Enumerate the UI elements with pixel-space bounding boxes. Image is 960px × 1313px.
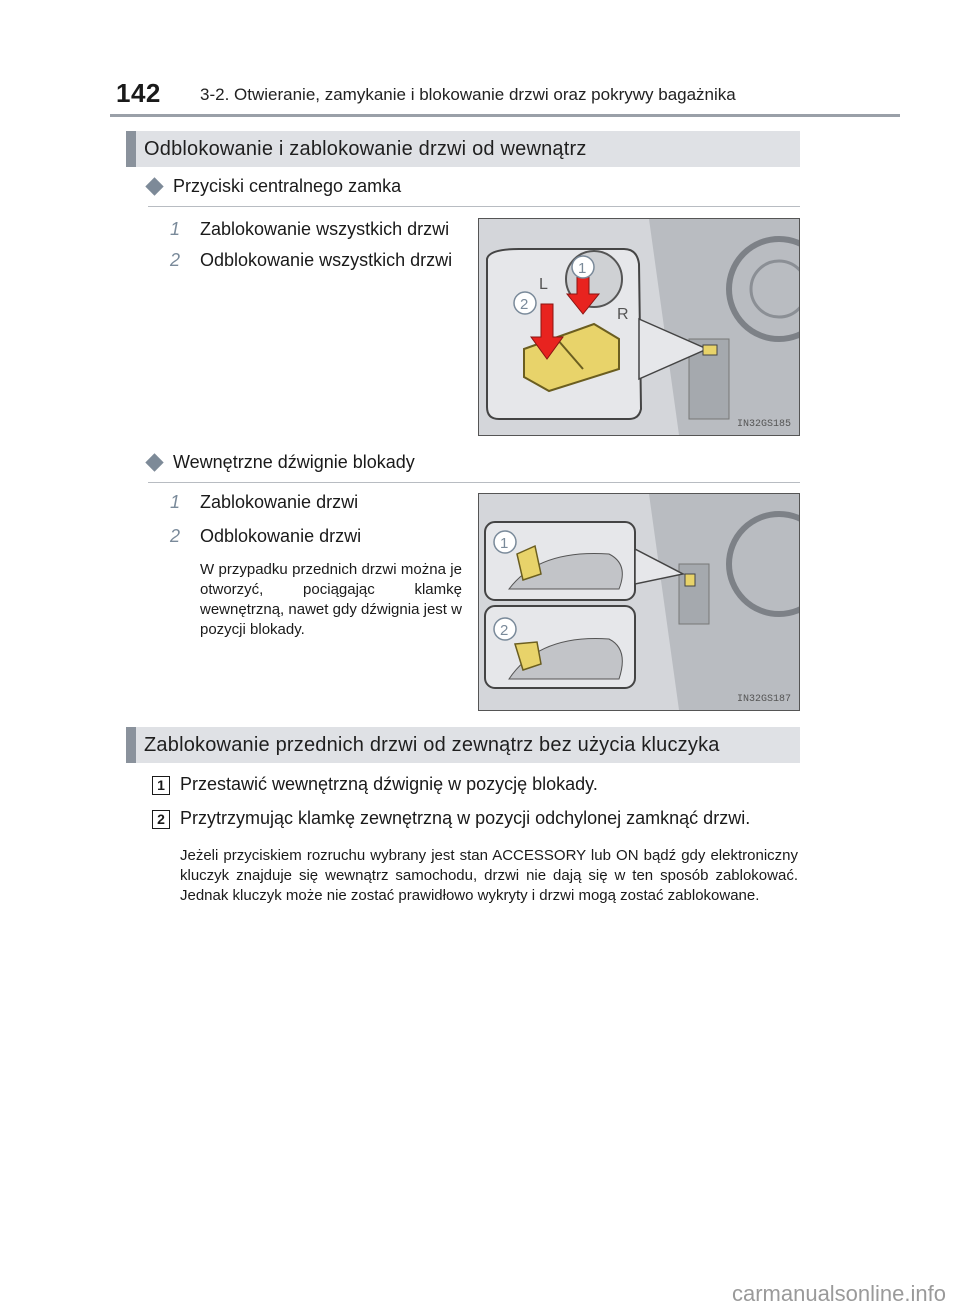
central-lock-illustration xyxy=(479,219,799,435)
diamond-bullet-icon xyxy=(145,177,163,195)
item-number: 1 xyxy=(170,219,181,239)
item-number: 1 xyxy=(170,492,181,512)
item-number: 2 xyxy=(170,250,181,270)
callout-2: 2 xyxy=(500,622,509,639)
svg-text:L: L xyxy=(539,276,548,293)
item-text: Zablokowanie drzwi xyxy=(200,492,359,512)
section-heading-inside-lock xyxy=(126,131,800,167)
svg-text:R: R xyxy=(617,306,629,323)
lock-lever-illustration xyxy=(479,494,799,710)
figure-lock-levers xyxy=(478,493,800,711)
page-header xyxy=(110,78,900,114)
figure-code: IN32GS187 xyxy=(736,694,791,705)
header-divider xyxy=(110,114,900,117)
item-text: Odblokowanie drzwi xyxy=(200,526,362,546)
figure-central-lock-buttons xyxy=(478,218,800,436)
callout-1: 1 xyxy=(578,260,587,277)
page-number: 142 xyxy=(116,78,161,108)
item-text: Zablokowanie wszystkich drzwi xyxy=(200,219,450,239)
section-accent xyxy=(126,727,136,763)
watermark: carmanualsonline.info xyxy=(731,1281,946,1306)
section-accent xyxy=(126,131,136,167)
step-number: 2 xyxy=(152,810,170,829)
section-heading-text: Zablokowanie przednich drzwi od zewnątrz bez użycia kluczyka xyxy=(144,734,720,756)
subsection-lock-levers xyxy=(148,452,800,483)
subsection-central-lock xyxy=(148,176,800,207)
item-number: 2 xyxy=(170,526,181,546)
step-number: 1 xyxy=(152,776,170,795)
figure-code: IN32GS185 xyxy=(736,419,791,430)
diamond-bullet-icon xyxy=(145,453,163,471)
subsection-title: Przyciski centralnego zamka xyxy=(173,176,402,196)
outside-lock-note: Jeżeli przyciskiem rozruchu wybrany jest stan ACCESSORY lub ON bądź gdy elektroniczny kluczyk znajduje się wewnątrz samochodu, drzwi nie dają się w ten sposób zablokować. Jednak kluczyk może nie zostać prawidłowo wykryty i drzwi mogą zostać zablokowane. xyxy=(180,847,798,904)
section-heading-outside-lock xyxy=(126,727,800,763)
callout-1: 1 xyxy=(500,535,509,552)
chapter-title: 3-2. Otwieranie, zamykanie i blokowanie drzwi oraz pokrywy bagażnika xyxy=(200,85,736,104)
lever-note: W przypadku przednich drzwi można je otworzyć, pociągając klamkę wewnętrzną, nawet gdy dźwignia jest w pozycji blokady. xyxy=(200,561,462,638)
section-heading-text: Odblokowanie i zablokowanie drzwi od wewnątrz xyxy=(144,138,587,160)
callout-2: 2 xyxy=(520,296,529,313)
step-text: Przestawić wewnętrzną dźwignię w pozycję blokady. xyxy=(180,774,598,794)
item-text: Odblokowanie wszystkich drzwi xyxy=(200,250,453,270)
subsection-title: Wewnętrzne dźwignie blokady xyxy=(173,452,415,472)
step-text: Przytrzymując klamkę zewnętrzną w pozycji odchylonej zamknąć drzwi. xyxy=(180,808,751,828)
